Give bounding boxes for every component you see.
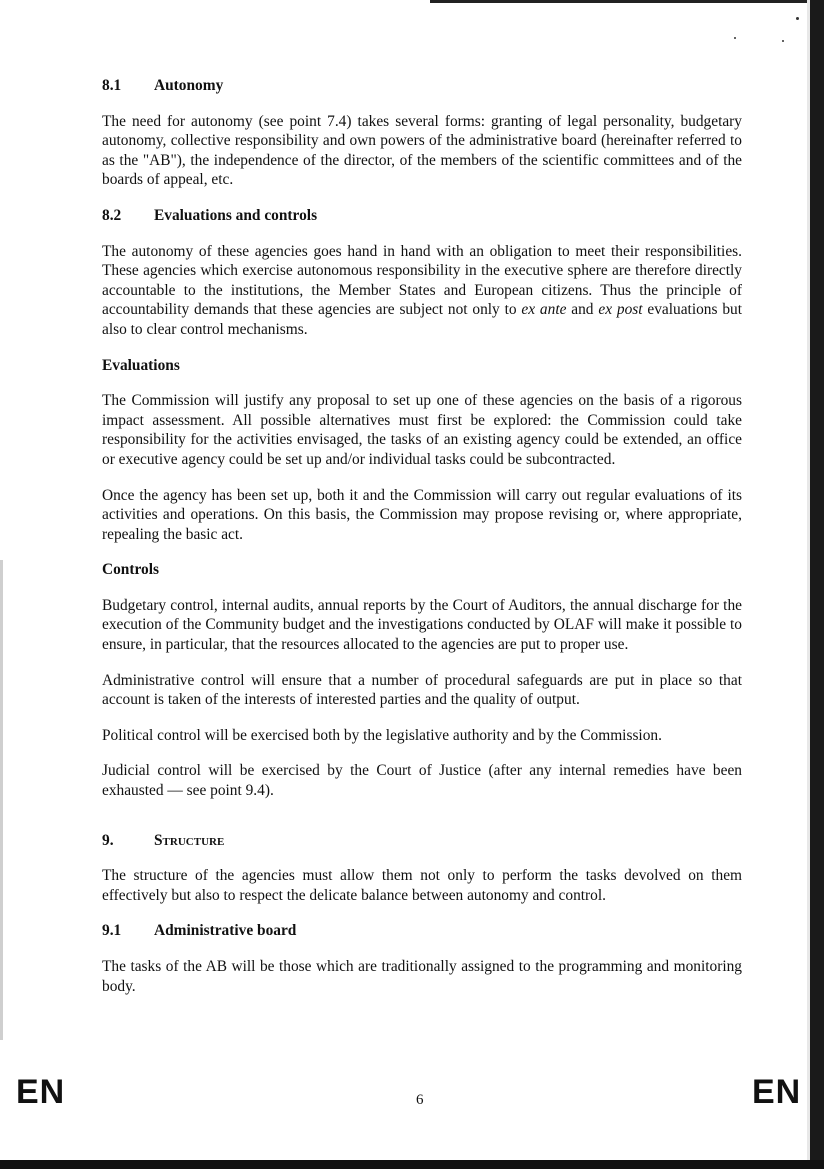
- section-title: Evaluations and controls: [154, 206, 318, 224]
- section-number: 9.1: [102, 922, 122, 940]
- page-number: 6: [416, 1092, 424, 1108]
- section-title: Structure: [154, 831, 225, 849]
- paragraph-text: and: [566, 301, 599, 319]
- scan-speck: [734, 37, 736, 39]
- paragraph-text: evaluations but also to clear control mechanisms.: [102, 301, 742, 338]
- paragraph: Administrative control will ensure that a number of procedural safeguards are put in place so that account is taken of the interests of interested parties and the quality of output.: [102, 671, 742, 709]
- section-heading-8-1: [102, 76, 742, 96]
- spacer: [102, 817, 742, 831]
- language-code-right: EN: [752, 1073, 802, 1111]
- emphasis-ex-ante: ex ante: [521, 301, 567, 319]
- emphasis-ex-post: ex post: [598, 301, 643, 319]
- section-title: Autonomy: [154, 77, 224, 94]
- paragraph: Budgetary control, internal audits, annual reports by the Court of Auditors, the annual discharge for the execution of the Community budget and the investigations conducted by OLAF will make it possible to ensure, in particular, that the resources allocated to the agencies are put to proper use.: [102, 596, 742, 654]
- subheading-evaluations: Evaluations: [102, 356, 180, 374]
- paragraph: The tasks of the AB will be those which are traditionally assigned to the programming and monitoring body.: [102, 958, 742, 995]
- paragraph: [102, 242, 742, 340]
- paragraph: The structure of the agencies must allow them not only to perform the tasks devolved on them effectively but also to respect the delicate balance between autonomy and control.: [102, 867, 742, 904]
- scan-edge-bottom: [0, 1160, 824, 1169]
- section-number: 8.1: [102, 77, 122, 94]
- paragraph: The need for autonomy (see point 7.4) takes several forms: granting of legal personality, budgetary autonomy, collective responsibility and own powers of the administrative board (hereinafter referred to as the "AB"), the independence of the director, of the members of the scientific committees and of the boards of appeal, etc.: [102, 112, 742, 189]
- scan-speck: [796, 17, 799, 20]
- subheading-controls: Controls: [102, 561, 160, 579]
- document-body: [102, 76, 742, 1012]
- section-number: 9.: [102, 831, 114, 849]
- scan-edge-top: [430, 0, 824, 3]
- paragraph: Once the agency has been set up, both it and the Commission will carry out regular evaluations of its activities and operations. On this basis, the Commission may propose revising or, where appropriate, repealing the basic act.: [102, 486, 742, 543]
- scan-speck: [782, 40, 784, 42]
- paragraph: Political control will be exercised both by the legislative authority and by the Commission.: [102, 726, 662, 744]
- section-heading-9: [102, 831, 742, 851]
- section-heading-9-1: [102, 921, 742, 941]
- paragraph: Judicial control will be exercised by the Court of Justice (after any internal remedies have been exhausted — see point 9.4).: [102, 762, 742, 800]
- section-title: Administrative board: [154, 922, 297, 940]
- scan-edge-right: [810, 0, 824, 1169]
- section-heading-8-2: [102, 206, 742, 226]
- paragraph-text: The autonomy of these agencies goes hand in hand with an obligation to meet their responsibilities. These agencies which exercise autonomous responsibility in the executive sphere are therefore directly accountable to the institutions, the Member States and European citizens. Thus the principle of accountability demands that these agencies are subject not only to: [102, 242, 742, 319]
- language-code-left: EN: [16, 1073, 66, 1111]
- paragraph: The Commission will justify any proposal to set up one of these agencies on the basis of a rigorous impact assessment. All possible alternatives must first be explored: the Commission could take responsibility for the activities envisaged, the tasks of an existing agency could be extended, an office or executive agency could be set up and/or individual tasks could be subcontracted.: [102, 392, 742, 468]
- section-number: 8.2: [102, 206, 122, 224]
- scan-edge-left: [0, 560, 3, 1040]
